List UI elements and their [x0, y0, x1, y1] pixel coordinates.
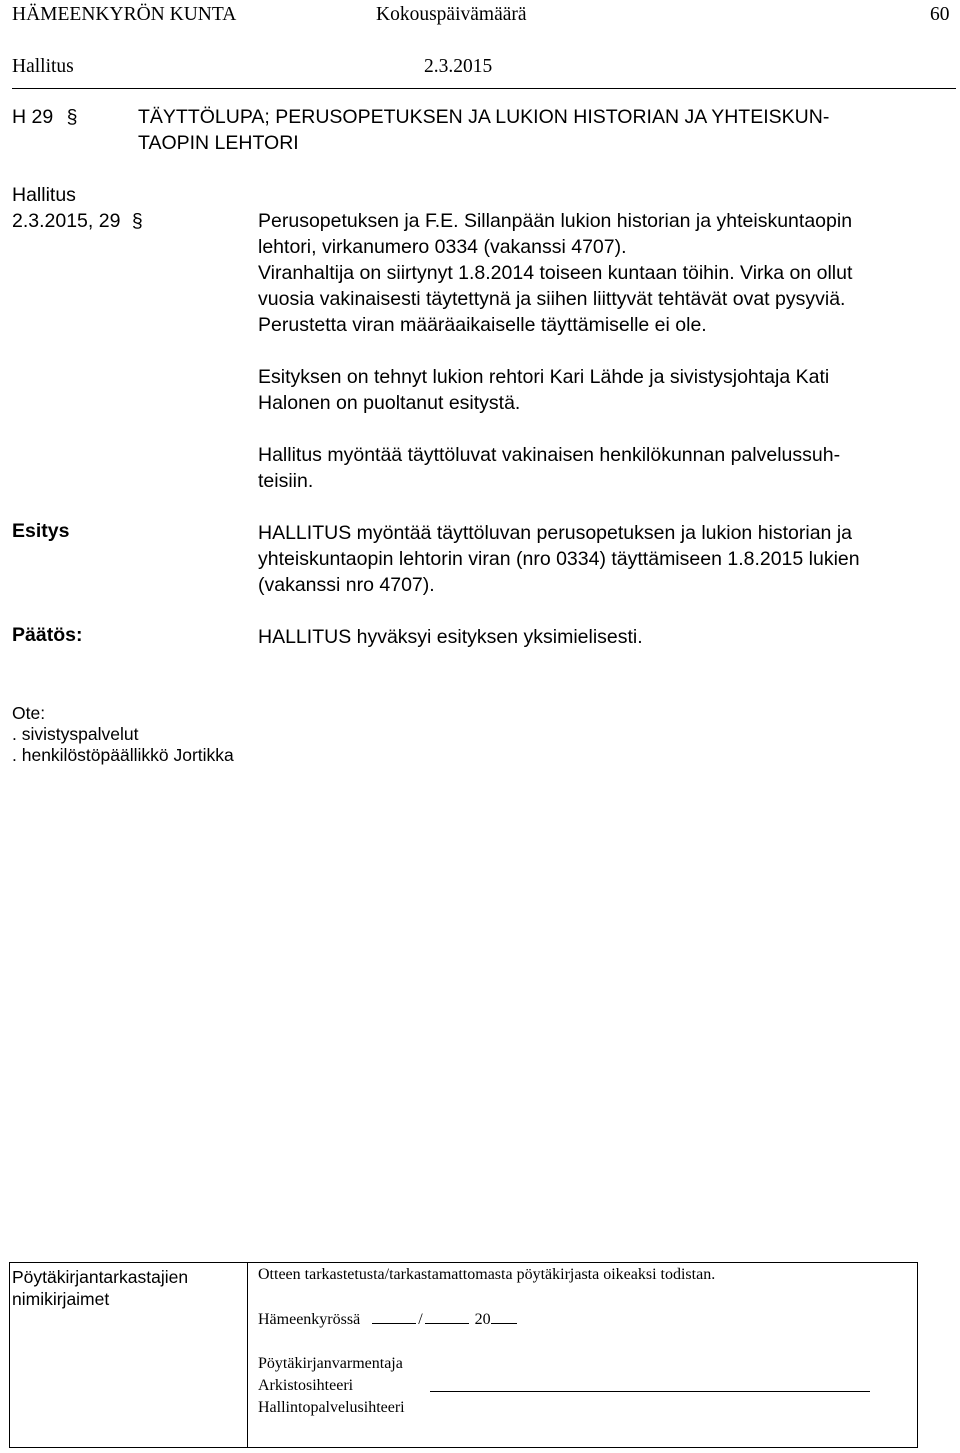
- decision-text: HALLITUS hyväksyi esityksen yksimielisesti.: [258, 626, 643, 648]
- certification-text: Otteen tarkastetusta/tarkastamattomasta pöytäkirjasta oikeaksi todistan.: [258, 1266, 716, 1283]
- proposal-line: HALLITUS myöntää täyttöluvan perusopetuksen ja lukion historian ja: [258, 522, 852, 544]
- date-slash: /: [418, 1311, 423, 1328]
- paragraph-preparation: [258, 364, 950, 416]
- organization-name: HÄMEENKYRÖN KUNTA: [12, 4, 237, 25]
- signer-title: Pöytäkirjanvarmentaja: [258, 1355, 403, 1372]
- place-name: Hämeenkyrössä: [258, 1311, 361, 1328]
- section-sign-icon: §: [66, 106, 78, 128]
- paragraph-line: teisiin.: [258, 470, 314, 492]
- extract-recipient: . henkilöstöpäällikkö Jortikka: [12, 745, 234, 765]
- meeting-body: Hallitus: [12, 184, 76, 206]
- header-divider: [12, 88, 956, 89]
- paragraph-policy: [258, 442, 950, 494]
- header-date: 2.3.2015: [424, 56, 493, 77]
- signer-title: Hallintopalvelusihteeri: [258, 1399, 405, 1416]
- meeting-ref: [12, 182, 143, 234]
- proposal-text: [258, 520, 950, 598]
- inspectors-line: Pöytäkirjantarkastajien: [12, 1267, 189, 1287]
- day-blank: [372, 1309, 416, 1324]
- extract-list: [12, 703, 234, 766]
- extract-recipient: . sivistyspalvelut: [12, 724, 139, 744]
- inspectors-line: nimikirjaimet: [12, 1289, 110, 1309]
- inspectors-initials-label: [12, 1266, 188, 1310]
- paragraph-line: Perusopetuksen ja F.E. Sillanpään lukion historian ja yhteiskuntaopin: [258, 210, 853, 232]
- case-title-line: TAOPIN LEHTORI: [138, 132, 299, 154]
- paragraph-line: Hallitus myöntää täyttöluvat vakinaisen henkilökunnan palvelussuh-: [258, 444, 841, 466]
- place-date-line: [258, 1309, 517, 1329]
- paragraph-line: Halonen on puoltanut esitystä.: [258, 392, 521, 414]
- year-blank: [491, 1309, 517, 1324]
- paragraph-line: Viranhaltija on siirtynyt 1.8.2014 toiseen kuntaan töihin. Virka on ollut: [258, 262, 853, 284]
- signer-title: Arkistosihteeri: [258, 1377, 354, 1394]
- extract-label: Ote:: [12, 703, 46, 723]
- signer-titles: [258, 1353, 405, 1419]
- paragraph-line: lehtori, virkanumero 0334 (vakanssi 4707).: [258, 236, 627, 258]
- proposal-label: Esitys: [12, 520, 70, 542]
- meeting-date-text: 2.3.2015, 29: [12, 210, 121, 232]
- proposal-line: yhteiskuntaopin lehtorin viran (nro 0334) täyttämiseen 1.8.2015 lukien: [258, 548, 860, 570]
- case-number-text: H 29: [12, 106, 54, 128]
- page-number: 60: [930, 4, 950, 25]
- case-number: [12, 104, 77, 130]
- signature-box-divider: [247, 1262, 248, 1448]
- case-title: [138, 104, 829, 156]
- paragraph-line: vuosia vakinaisesti täytettynä ja siihen liittyvät tehtävät ovat pysyviä.: [258, 288, 846, 310]
- case-title-line: TÄYTTÖLUPA; PERUSOPETUKSEN JA LUKION HISTORIAN JA YHTEISKUN-: [138, 106, 830, 128]
- doc-type-label: Kokouspäivämäärä: [376, 4, 527, 25]
- meeting-date-ref: [12, 208, 143, 234]
- year-prefix: 20: [474, 1311, 491, 1328]
- header-body: Hallitus: [12, 56, 74, 77]
- paragraph-background: [258, 208, 950, 338]
- signature-line: [430, 1391, 870, 1392]
- proposal-line: (vakanssi nro 4707).: [258, 574, 435, 596]
- paragraph-line: Perustetta viran määräaikaiselle täyttämiselle ei ole.: [258, 314, 707, 336]
- section-sign-icon: §: [131, 210, 143, 232]
- paragraph-line: Esityksen on tehnyt lukion rehtori Kari Lähde ja sivistysjohtaja Kati: [258, 366, 830, 388]
- month-blank: [425, 1309, 469, 1324]
- decision-label: Päätös:: [12, 624, 83, 646]
